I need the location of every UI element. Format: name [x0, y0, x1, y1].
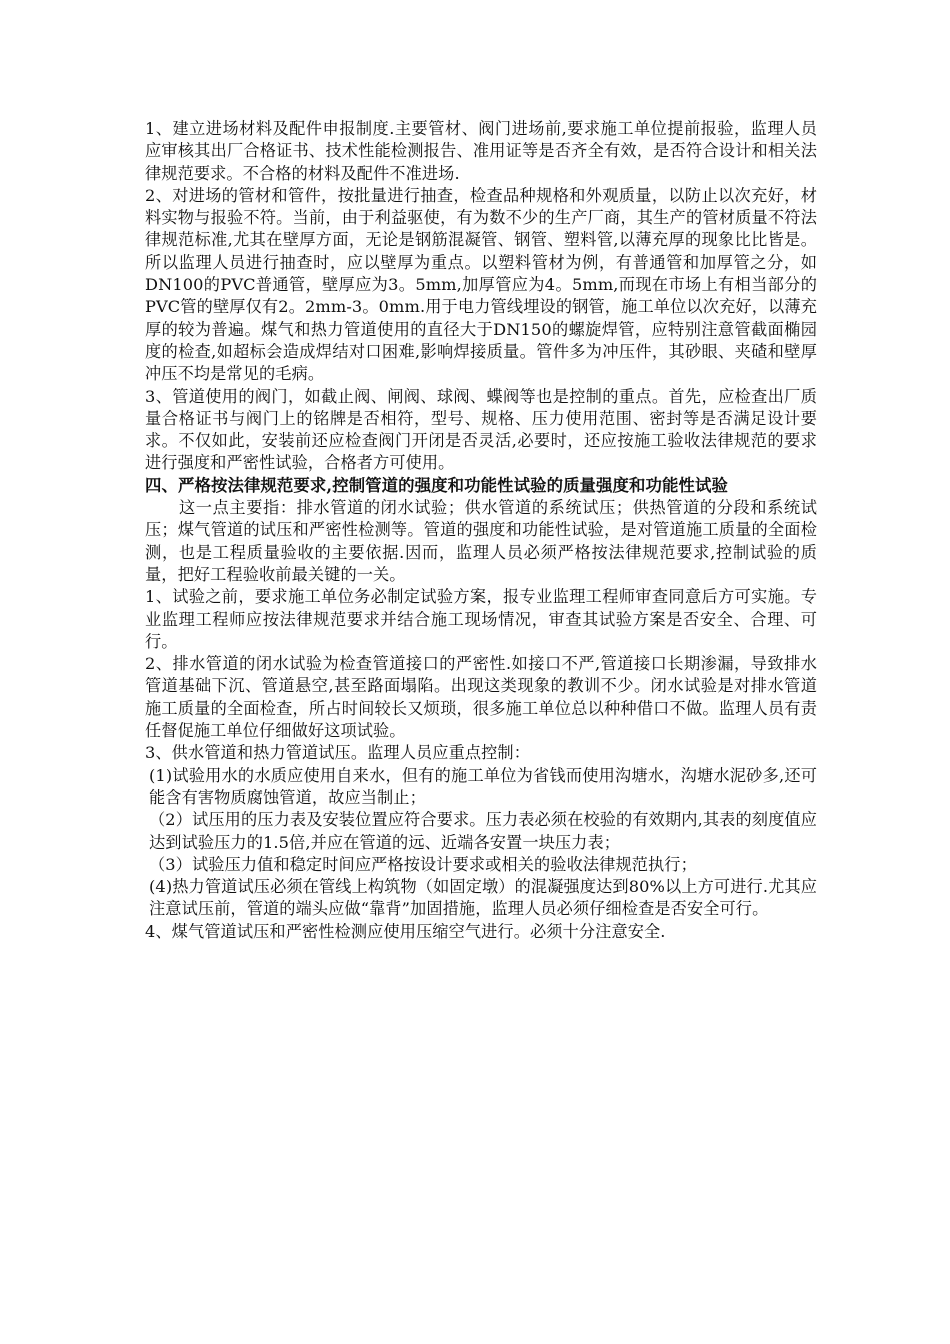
list-item-water-quality: (1)试验用水的水质应使用自来水，但有的施工单位为省钱而使用沟塘水，沟塘水泥砂多,还可能含有害物质腐蚀管道，故应当制止； — [149, 765, 817, 807]
paragraph-test-overview: 这一点主要指：排水管道的闭水试验；供水管道的系统试压；供热管道的分段和系统试压；煤气管道的试压和严密性检测等。管道的强度和功能性试验，是对管道施工质量的全面检测，也是工程质量验收的主要依据.因而，监理人员必须严格按法律规范要求,控制试验的质量，把好工程验收前最关键的一关。 — [145, 498, 817, 584]
paragraph-closed-water-test: 2、排水管道的闭水试验为检查管道接口的严密性.如接口不严,管道接口长期渗漏，导致排水管道基础下沉、管道悬空,甚至路面塌陷。出现这类现象的教训不少。闭水试验是对排水管道施工质量的全面检查，所占时间较长又烦琐，很多施工单位总以种种借口不做。监理人员有责任督促施工单位仔细做好这项试验。 — [145, 654, 817, 741]
paragraph-valve-control: 3、管道使用的阀门，如截止阀、闸阀、球阀、蝶阀等也是控制的重点。首先，应检查出厂质量合格证书与阀门上的铭牌是否相符，型号、规格、压力使用范围、密封等是否满足设计要求。不仅如此，安装前还应检查阀门开闭是否灵活,必要时，还应按施工验收法律规范的要求进行强度和严密性试验，合格者方可使用。 — [145, 386, 817, 473]
paragraph-pressure-test: 3、供水管道和热力管道试压。监理人员应重点控制： — [145, 743, 531, 763]
section-heading-four: 四、严格按法律规范要求,控制管道的强度和功能性试验的质量强度和功能性试验 — [145, 475, 728, 495]
list-item-thermal-pipe: (4)热力管道试压必须在管线上构筑物（如固定墩）的混凝强度达到80%以上方可进行.尤其应注意试压前，管道的端头应做“靠背”加固措施，监理人员必须仔细检查是否安全可行。 — [149, 877, 817, 919]
paragraph-material-declaration: 1、建立进场材料及配件申报制度.主要管材、阀门进场前,要求施工单位提前报验，监理人员应审核其出厂合格证书、技术性能检测报告、准用证等是否齐全有效，是否符合设计和相关法律规范要求。不合格的材料及配件不准进场. — [145, 119, 817, 183]
paragraph-pipe-inspection: 2、对进场的管材和管件，按批量进行抽查，检查品种规格和外观质量，以防止以次充好，材料实物与报验不符。当前，由于利益驱使，有为数不少的生产厂商，其生产的管材质量不符法律规范标准,尤其在壁厚方面，无论是钢筋混凝管、钢管、塑料管,以薄充厚的现象比比皆是。所以监理人员进行抽查时，应以壁厚为重点。以塑料管材为例，有普通管和加厚管之分，如DN100的PVC普通管，壁厚应为3。5mm,加厚管应为4。5mm,而现在市场上有相当部分的PVC管的壁厚仅有2。2mm-3。0mm.用于电力管线埋设的钢管，施工单位以次充好，以薄充厚的较为普遍。煤气和热力管道使用的直径大于DN150的螺旋焊管，应特别注意管截面椭园度的检查,如超标会造成焊结对口困难,影响焊接质量。管件多为冲压件，其砂眼、夹碴和壁厚冲压不均是常见的毛病。 — [145, 185, 817, 384]
paragraph-test-plan: 1、试验之前，要求施工单位务必制定试验方案，报专业监理工程师审查同意后方可实施。专业监理工程师应按法律规范要求并结合施工现场情况，审查其试验方案是否安全、合理、可行。 — [145, 587, 817, 651]
document-page — [145, 118, 817, 943]
list-item-pressure-gauge: （2）试压用的压力表及安装位置应符合要求。压力表必须在校验的有效期内,其表的刻度值应达到试验压力的1.5倍,并应在管道的远、近端各安置一块压力表； — [149, 810, 817, 852]
paragraph-gas-pipe-test: 4、煤气管道试压和严密性检测应使用压缩空气进行。必须十分注意安全. — [145, 921, 666, 941]
list-item-pressure-value: （3）试验压力值和稳定时间应严格按设计要求或相关的验收法律规范执行； — [149, 854, 697, 874]
